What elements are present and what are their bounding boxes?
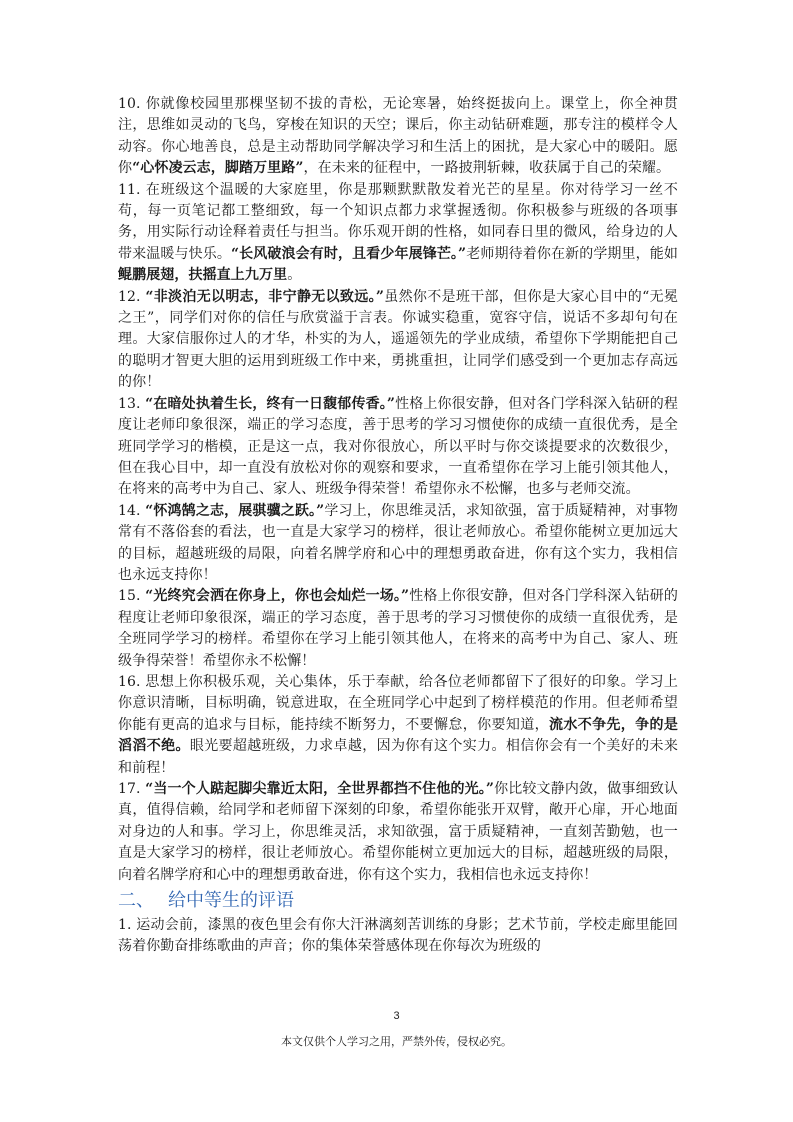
paragraph-text: 学习上，你思维灵活，求知欲强，富于质疑精神，对事物常有不落俗套的看法，也一直是大家学习的榜样，很让老师放心。希望你能树立更加远大的目标，超越班级的局限，向着名牌学府和心中的理想勇敢奋进，你有这个实力，我相信也永远支持你！ (118, 502, 678, 583)
emphasis-text: “在暗处执着生长，终有一日馥郁传香。” (145, 395, 396, 412)
section-number: 二、 (118, 890, 154, 912)
footer-notice: 本文仅供个人学习之用，严禁外传，侵权必究。 (281, 1035, 512, 1048)
page-number: 3 (393, 1010, 400, 1022)
paragraph-text: 性格上你很安静，但对各门学科深入钻研的程度让老师印象很深，端正的学习态度，善于思考的学习习惯使你的成绩一直很优秀，是全班同学学习的楷模，正是这一点，我对你很放心，所以平时与你交谈提要求的次数很少，但在我心目中，却一直没有放松对你的观察和要求，一直希望你在学习上能引领其他人，在将来的高考中为自己、家人、班级争得荣誉！希望你永不松懈，也多与老师交流。 (118, 395, 678, 498)
paragraph-text: 14. (118, 502, 146, 519)
emphasis-text: “怀鸿鹄之志，展骐骥之跃。” (145, 502, 325, 519)
comment-paragraph (118, 672, 678, 779)
paragraph-text: 15. (118, 588, 146, 605)
emphasis-text: 鲲鹏展翅，扶摇直上九万里 (118, 267, 288, 284)
paragraph-text: ，在未来的征程中，一路披荆斩棘，收获属于自己的荣耀。 (303, 160, 671, 177)
paragraph-text: 。 (287, 267, 302, 284)
paragraph-text: 虽然你不是班干部，但你是大家心目中的“无冕之王”，同学们对你的信任与欣赏溢于言表。你诚实稳重，宽容守信，说话不多却句句在理。大家信服你过人的才华，朴实的为人，遥遥领先的学业成绩，希望你下学期能把自己的聪明才智更大胆的运用到班级工作中来，勇挑重担，让同学们感受到一个更加志存高远的你！ (118, 288, 678, 391)
emphasis-text: 流水不争先，争的是滔滔不绝。 (118, 716, 678, 755)
comment-paragraph (118, 94, 678, 180)
paragraph-text: 13. (118, 395, 146, 412)
paragraph-text: 17. (118, 781, 146, 797)
emphasis-text: “长风破浪会有时，且看少年展锋芒。” (230, 245, 467, 262)
comment-paragraph (118, 586, 678, 672)
comment-paragraph (118, 779, 678, 886)
paragraph-text: 11. 在班级这个温暖的大家庭里，你是那颗默默散发着光芒的星星。你对待学习一丝不苟，每一页笔记都工整细致，每一个知识点都力求掌握透彻。你积极参与班级的各项事务，用实际行动诠释着责任与担当。你乐观开朗的性格，如同春日里的微风，给身边的人带来温暖与快乐。 (118, 181, 678, 262)
emphasis-text: “当一个人踮起脚尖靠近太阳，全世界都挡不住他的光。” (145, 781, 495, 797)
comment-paragraph (118, 501, 678, 587)
section-heading (118, 889, 678, 913)
paragraph-text: 老师期待着你在新的学期里，能如 (466, 245, 679, 262)
emphasis-text: “心怀凌云志，脚踏万里路” (132, 160, 304, 177)
paragraph-text: 你比较文静内敛，做事细致认真，值得信赖，给同学和老师留下深刻的印象，希望你能张开双臂，敞开心扉，开心地面对身边的人和事。学习上，你思维灵活，求知欲强，富于质疑精神，一直刻苦勤勉，也一直是大家学习的榜样，很让老师放心。希望你能树立更加远大的目标，超越班级的局限，向着名牌学府和心中的理想勇敢奋进，你有这个实力，我相信也永远支持你！ (118, 781, 678, 883)
emphasis-text: “非淡泊无以明志，非宁静无以致远。” (145, 288, 385, 305)
paragraph-text: 10. 你就像校园里那棵坚韧不拔的青松，无论寒暑，始终挺拔向上。课堂上，你全神贯注，思维如灵动的飞鸟，穿梭在知识的天空；课后，你主动钻研难题，那专注的模样令人动容。你心地善良，总是主动帮助同学解决学习和生活上的困扰，是大家心中的暖阳。愿你 (118, 96, 678, 177)
comment-paragraph (118, 180, 678, 287)
comment-paragraph (118, 394, 678, 501)
paragraph-text: 1. 运动会前，漆黑的夜色里会有你大汗淋漓刻苦训练的身影；艺术节前，学校走廊里能回荡着你勤奋排练歌曲的声音；你的集体荣誉感体现在你每次为班级的 (118, 917, 678, 955)
paragraph-text: 12. (118, 288, 146, 305)
section-title: 给中等生的评语 (168, 890, 294, 912)
closing-paragraph (118, 915, 678, 958)
paragraph-text: 眼光要超越班级，力求卓越，因为你有这个实力。相信你会有一个美好的未来和前程！ (118, 738, 678, 776)
paragraph-text: 16. 思想上你积极乐观，关心集体，乐于奉献，给各位老师都留下了很好的印象。学习上你意识清晰，目标明确，锐意进取，在全班同学心中起到了榜样模范的作用。但老师希望你能有更高的追求与目标，能持续不断努力，不要懈怠，你要知道， (118, 673, 678, 733)
comment-list (118, 94, 678, 886)
paragraph-text: 性格上你很安静，但对各门学科深入钻研的程度让老师印象很深，端正的学习态度，善于思考的学习习惯使你的成绩一直很优秀，是全班同学学习的榜样。希望你在学习上能引领其他人，在将来的高考中为自己、家人、班级争得荣誉！希望你永不松懈！ (118, 588, 678, 669)
comment-paragraph (118, 287, 678, 394)
document-body (118, 94, 678, 958)
emphasis-text: “光终究会洒在你身上，你也会灿烂一场。” (145, 588, 410, 605)
